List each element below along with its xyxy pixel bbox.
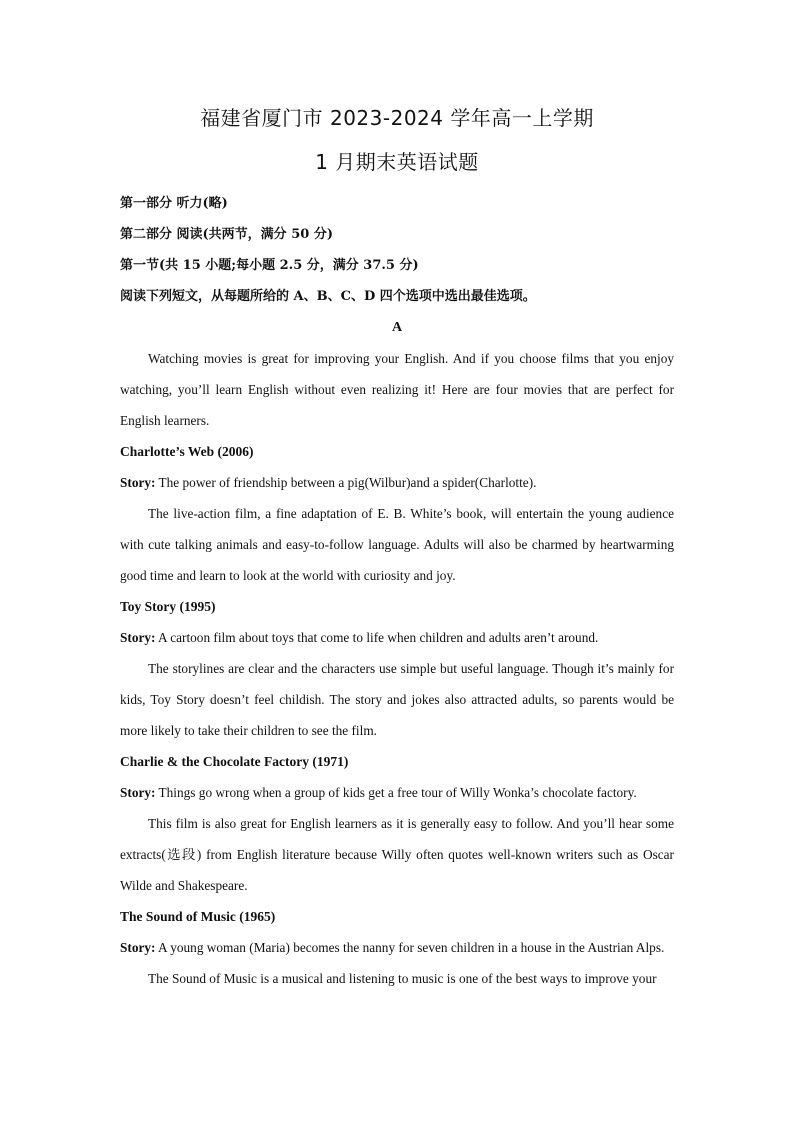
- movie-story: [120, 467, 674, 498]
- movie-description: This film is also great for English learners as it is generally easy to follow. And you’ll hear some extracts(选段) from English literature because Willy often quotes well-known writers such as Oscar Wilde and Shakespeare.: [120, 816, 674, 893]
- movie-description: The live-action film, a fine adaptation of E. B. White’s book, will entertain the young audience with cute talking animals and easy-to-follow language. Adults will also be charmed by heartwarming good time and learn to look at the world with curiosity and joy.: [120, 506, 674, 583]
- movie-title: The Sound of Music (1965): [120, 909, 276, 924]
- title-line-2: 1 月期末英语试题: [315, 150, 479, 174]
- instruction-text: 阅读下列短文，从每题所给的 A、B、C、D 四个选项中选出最佳选项。: [120, 289, 536, 304]
- intro-paragraph: Watching movies is great for improving your English. And if you choose films that you enjoy watching, you’ll learn English without even realizing it! Here are four movies that are perfect for English learners.: [120, 351, 674, 428]
- story-text: The power of friendship between a pig(Wilbur)and a spider(Charlotte).: [155, 475, 537, 490]
- part-1-heading: 第一部分 听力(略): [120, 196, 228, 211]
- story-text: A young woman (Maria) becomes the nanny for seven children in a house in the Austrian Alps.: [155, 940, 665, 955]
- movie-title: Charlotte’s Web (2006): [120, 444, 254, 459]
- story-label: Story:: [120, 785, 156, 800]
- movie-description: The Sound of Music is a musical and listening to music is one of the best ways to improve your: [148, 971, 657, 986]
- exam-page: [120, 102, 674, 994]
- story-label: Story:: [120, 940, 156, 955]
- movie-story: [120, 777, 674, 808]
- story-label: Story:: [120, 630, 156, 645]
- passage-label: A: [391, 320, 403, 335]
- movie-story: [120, 932, 674, 963]
- movie-description: The storylines are clear and the characters use simple but useful language. Though it’s mainly for kids, Toy Story doesn’t feel childish. The story and jokes also attracted adults, so parents would be more likely to take their children to see the film.: [120, 661, 674, 738]
- movie-title: Toy Story (1995): [120, 599, 216, 614]
- movie-title: Charlie & the Chocolate Factory (1971): [120, 754, 349, 769]
- story-text: A cartoon film about toys that come to life when children and adults aren’t around.: [155, 630, 599, 645]
- story-label: Story:: [120, 475, 156, 490]
- part-2-heading: 第二部分 阅读(共两节，满分 50 分): [120, 227, 333, 242]
- title-line-1: 福建省厦门市 2023-2024 学年高一上学期: [200, 106, 594, 130]
- section-1-heading: 第一节(共 15 小题;每小题 2.5 分，满分 37.5 分): [120, 258, 419, 273]
- story-text: Things go wrong when a group of kids get a free tour of Willy Wonka’s chocolate factory.: [155, 785, 637, 800]
- movie-story: [120, 622, 674, 653]
